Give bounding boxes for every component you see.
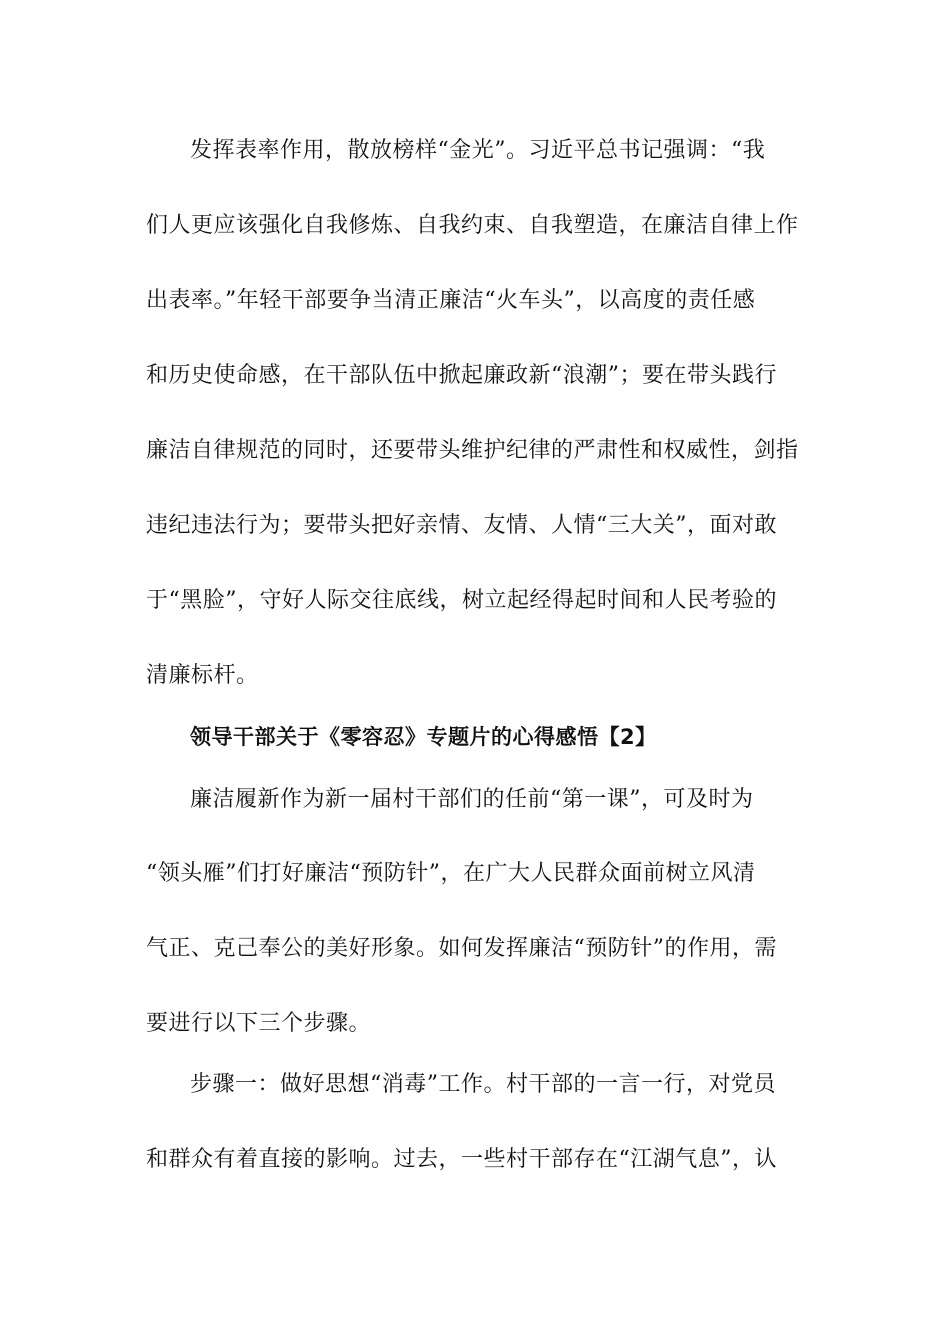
paragraph-1-line-3: 出表率。”年轻干部要争当清正廉洁“火车头”，以高度的责任感 [146,288,756,313]
paragraph-2-line-1: 廉洁履新作为新一届村干部们的任前“第一课”，可及时为 [190,787,754,812]
paragraph-2-line-3: 气正、克己奉公的美好形象。如何发挥廉洁“预防针”的作用，需 [146,936,777,961]
paragraph-1-line-6: 违纪违法行为；要带头把好亲情、友情、人情“三大关”，面对敢 [146,513,777,538]
paragraph-1-line-2: 们人更应该强化自我修炼、自我约束、自我塑造，在廉洁自律上作 [146,213,799,238]
paragraph-2-line-2: “领头雁”们打好廉洁“预防针”，在广大人民群众面前树立风清 [146,861,756,886]
paragraph-1-line-7: 于“黑脸”，守好人际交往底线，树立起经得起时间和人民考验的 [146,588,777,613]
paragraph-1-line-8: 清廉标杆。 [146,663,259,688]
paragraph-2-line-4: 要进行以下三个步骤。 [146,1011,372,1036]
paragraph-3-line-1: 步骤一：做好思想“消毒”工作。村干部的一言一行，对党员 [190,1072,776,1097]
paragraph-1-line-5: 廉洁自律规范的同时，还要带头维护纪律的严肃性和权威性，剑指 [146,438,799,463]
paragraph-1-line-4: 和历史使命感，在干部队伍中掀起廉政新“浪潮”；要在带头践行 [146,363,777,388]
paragraph-1-line-1: 发挥表率作用，散放榜样“金光”。习近平总书记强调：“我 [190,138,766,163]
paragraph-3-line-2: 和群众有着直接的影响。过去，一些村干部存在“江湖气息”，认 [146,1147,777,1172]
section-heading: 领导干部关于《零容忍》专题片的心得感悟【2】 [190,725,657,749]
